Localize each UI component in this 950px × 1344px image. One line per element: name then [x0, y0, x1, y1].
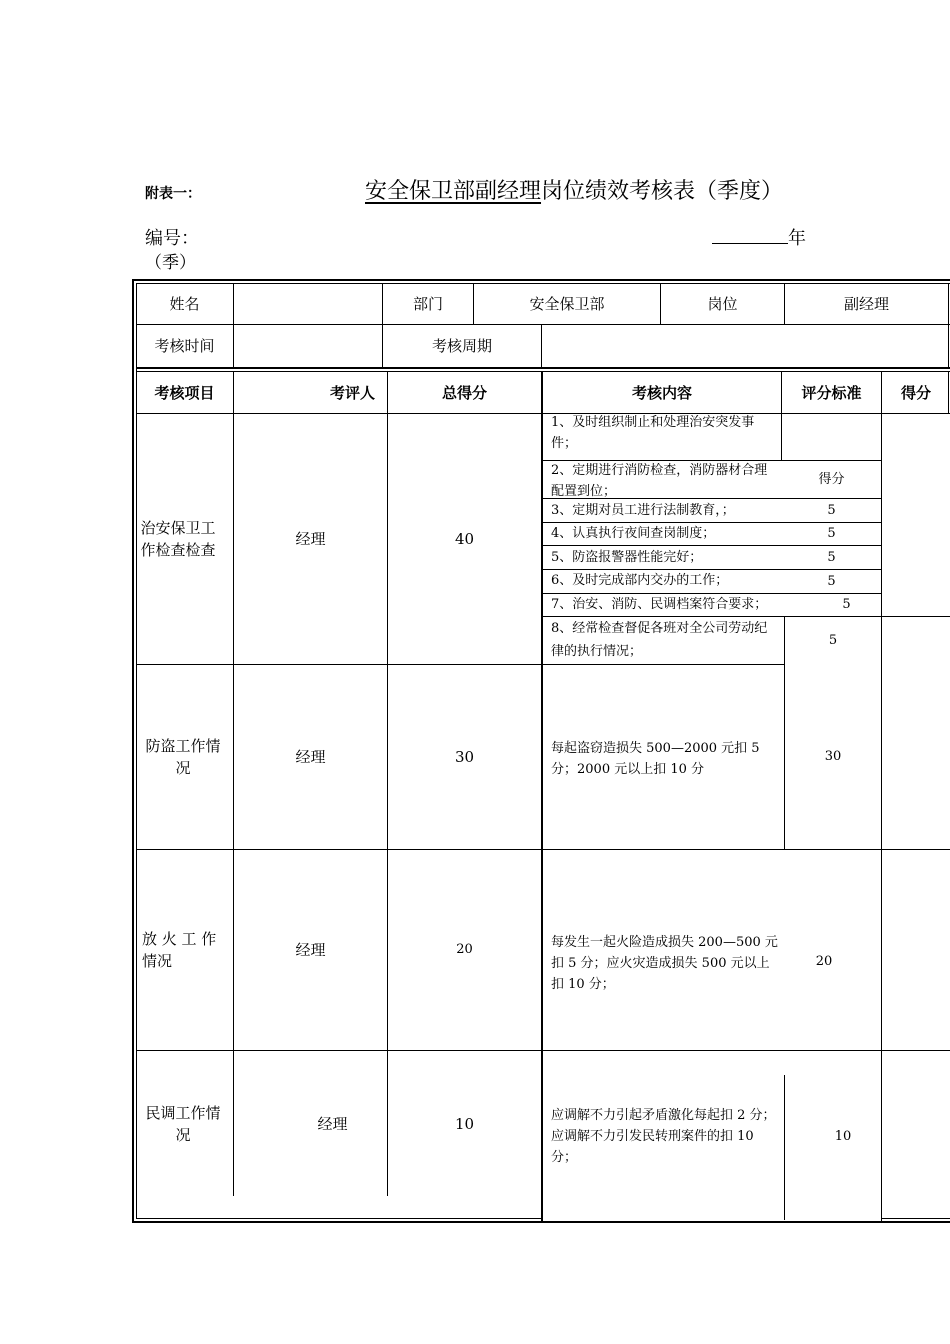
row1-detail-6: 6、及时完成部内交办的工作； [551, 573, 729, 588]
time-field[interactable] [234, 325, 382, 367]
row2-content: 每起盗窃造损失 500—2000 元扣 5 分；2000 元以上扣 10 分 [551, 741, 760, 777]
row1-detail-8: 8、经常检查督促各班对全公司劳动纪律的执行情况； [551, 621, 768, 659]
row1-detail-7: 7、治安、消防、民调档案符合要求； [551, 597, 768, 612]
period-field[interactable] [542, 325, 948, 367]
row1-detail-5: 5、防盗报警器性能完好； [551, 550, 703, 565]
row1-standard-5: 5 [827, 549, 836, 565]
row1-total: 40 [454, 530, 475, 548]
year-field [712, 224, 806, 250]
title-underlined: 安全保卫部副经理 [365, 179, 542, 204]
dept-label: 部门 [412, 294, 443, 313]
row3-total: 20 [456, 942, 473, 957]
row4-standard: 10 [834, 1128, 852, 1144]
row1-detail-4: 4、认真执行夜间查岗制度； [551, 526, 716, 541]
row1-evaluator: 经理 [295, 530, 326, 548]
row1-standard-4: 5 [827, 526, 836, 541]
row1-detail-2: 2、定期进行消防检查，消防器材合理配置到位； [551, 463, 768, 499]
row1-standard-8: 5 [828, 632, 838, 648]
row3-content: 每发生一起火险造成损失 200—500 元扣 5 分；应火灾造成损失 500 元以上扣 10 分； [551, 935, 778, 992]
col-evaluator-header: 考评人 [329, 383, 375, 402]
col-total-header: 总得分 [441, 383, 487, 402]
row2-total: 30 [454, 748, 475, 766]
page-title [365, 174, 783, 205]
row1-standard-6: 5 [827, 573, 836, 589]
name-label: 姓名 [169, 294, 200, 313]
title-rest: 岗位绩效考核表（季度） [541, 179, 784, 204]
row3-item: 放 火 工 作情况 [142, 930, 217, 970]
period-label: 考核周期 [431, 337, 492, 355]
year-label: 年 [788, 228, 806, 249]
col-content-header: 考核内容 [631, 383, 692, 402]
time-label: 考核时间 [154, 337, 215, 355]
row1-standard-2: 得分 [818, 471, 845, 487]
row1-detail-3: 3、定期对员工进行法制教育，； [551, 503, 735, 518]
row2-standard: 30 [824, 749, 842, 764]
position-label: 岗位 [707, 294, 738, 313]
row1-item: 治安保卫工作检查检查 [140, 519, 216, 559]
year-blank[interactable] [712, 229, 788, 244]
row3-standard: 20 [815, 954, 833, 969]
row1-standard-3: 5 [827, 502, 836, 518]
row2-item: 防盗工作情况 [145, 737, 221, 777]
season-label: （季） [145, 253, 196, 273]
col-score-header: 得分 [900, 383, 931, 402]
row4-content: 应调解不力引起矛盾激化每起扣 2 分；应调解不力引发民转刑案件的扣 10 分； [551, 1108, 776, 1165]
row3-evaluator: 经理 [295, 941, 326, 959]
row4-item: 民调工作情况 [145, 1103, 221, 1144]
row1-detail-1: 1、及时组织制止和处理治安突发事件； [551, 415, 755, 451]
attachment-label: 附表一： [145, 186, 201, 202]
col-standard-header: 评分标准 [801, 383, 862, 402]
row1-standard-7: 5 [842, 597, 851, 612]
row4-evaluator: 经理 [317, 1114, 348, 1133]
col-item-header: 考核项目 [154, 383, 215, 402]
number-label: 编号： [145, 228, 199, 249]
row4-total: 10 [454, 1114, 475, 1133]
name-field[interactable] [234, 283, 382, 324]
dept-value: 安全保卫部 [529, 294, 605, 313]
position-value: 副经理 [843, 294, 889, 313]
row2-evaluator: 经理 [295, 748, 326, 766]
